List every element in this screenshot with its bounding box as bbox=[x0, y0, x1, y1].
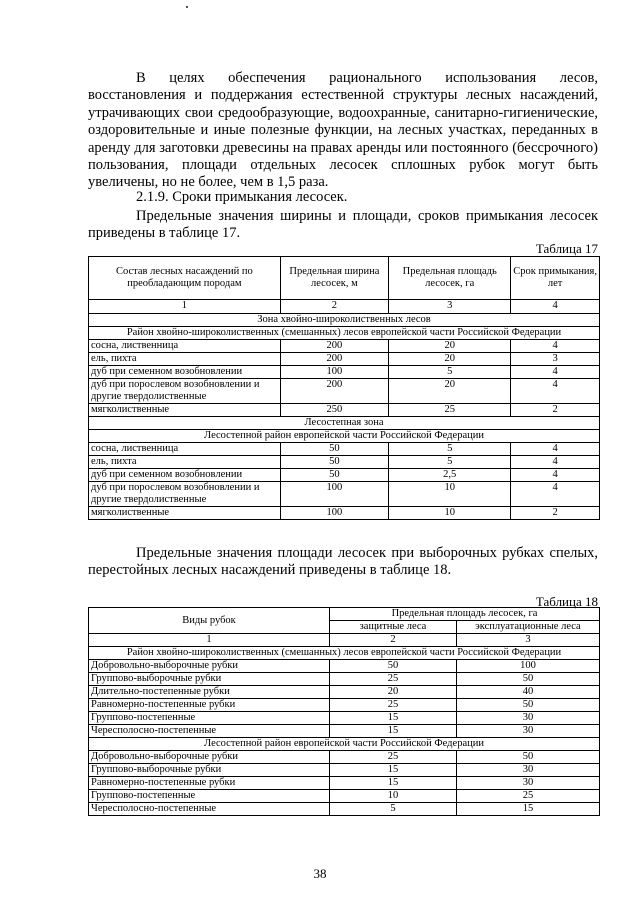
table-row bbox=[89, 469, 600, 482]
term-cell: 4 bbox=[511, 443, 600, 456]
table-row bbox=[89, 699, 600, 712]
table-18 bbox=[88, 607, 600, 816]
table-row bbox=[89, 777, 600, 790]
felling-type-cell: Группово-выборочные рубки bbox=[89, 673, 330, 686]
table17-header-cell: Предельная площадь лесосек, га bbox=[389, 257, 511, 300]
table-row bbox=[89, 764, 600, 777]
term-cell: 2 bbox=[511, 507, 600, 520]
table18-column-numbers bbox=[89, 634, 600, 647]
table-row bbox=[89, 660, 600, 673]
table-row bbox=[89, 686, 600, 699]
scan-speck bbox=[186, 6, 188, 8]
exploitation-value: 100 bbox=[457, 660, 600, 673]
area-cell: 5 bbox=[389, 443, 511, 456]
felling-type-cell: Равномерно-постепенные рубки bbox=[89, 699, 330, 712]
table-row bbox=[89, 790, 600, 803]
area-cell: 10 bbox=[389, 482, 511, 507]
subheader-exploitation: эксплуатационные леса bbox=[457, 621, 600, 634]
width-cell: 50 bbox=[280, 456, 388, 469]
table17-column-numbers bbox=[89, 300, 600, 314]
table17-header-cell: Срок примыкания, лет bbox=[511, 257, 600, 300]
width-cell: 100 bbox=[280, 366, 388, 379]
felling-type-cell: Добровольно-выборочные рубки bbox=[89, 751, 330, 764]
table17-header-cell: Предельная ширина лесосек, м bbox=[280, 257, 388, 300]
protective-value: 15 bbox=[330, 712, 457, 725]
table-row bbox=[89, 353, 600, 366]
width-cell: 200 bbox=[280, 340, 388, 353]
exploitation-value: 30 bbox=[457, 764, 600, 777]
column-number: 4 bbox=[511, 300, 600, 314]
width-cell: 200 bbox=[280, 353, 388, 366]
area-cell: 2,5 bbox=[389, 469, 511, 482]
protective-value: 15 bbox=[330, 777, 457, 790]
table17-header-cell: Состав лесных насаждений по преобладающим породам bbox=[89, 257, 281, 300]
table-row bbox=[89, 366, 600, 379]
zone-heading: Зона хвойно-широколиственных лесов bbox=[89, 314, 600, 327]
term-cell: 4 bbox=[511, 340, 600, 353]
table18-caption: Таблица 18 bbox=[535, 594, 598, 609]
exploitation-value: 50 bbox=[457, 699, 600, 712]
page-number: 38 bbox=[313, 866, 327, 881]
width-cell: 50 bbox=[280, 469, 388, 482]
column-number: 3 bbox=[389, 300, 511, 314]
table18-intro: Предельные значения площади лесосек при выборочных рубках спелых, перестойных лесных насаждений приведены в таблице 18. bbox=[88, 545, 598, 579]
term-cell: 2 bbox=[511, 404, 600, 417]
species-cell: ель, пихта bbox=[89, 456, 281, 469]
table-row bbox=[89, 456, 600, 469]
species-cell: дуб при семенном возобновлении bbox=[89, 366, 281, 379]
column-number: 2 bbox=[280, 300, 388, 314]
area-cell: 10 bbox=[389, 507, 511, 520]
region-heading: Район хвойно-широколиственных (смешанных) лесов европейской части Российской Федерации bbox=[89, 327, 600, 340]
region-heading: Район хвойно-широколиственных (смешанных) лесов европейской части Российской Федерации bbox=[89, 647, 600, 660]
species-cell: мягколиственные bbox=[89, 507, 281, 520]
protective-value: 15 bbox=[330, 725, 457, 738]
table17-intro: Предельные значения ширины и площади, сроков примыкания лесосек приведены в таблице 17. bbox=[88, 208, 598, 242]
area-cell: 25 bbox=[389, 404, 511, 417]
table-row bbox=[89, 751, 600, 764]
exploitation-value: 25 bbox=[457, 790, 600, 803]
species-cell: дуб при порослевом возобновлении и другие твердолиственные bbox=[89, 379, 281, 404]
protective-value: 25 bbox=[330, 751, 457, 764]
table-row bbox=[89, 803, 600, 816]
term-cell: 4 bbox=[511, 469, 600, 482]
term-cell: 4 bbox=[511, 456, 600, 469]
column-number: 2 bbox=[330, 634, 457, 647]
region-heading: Лесостепной район европейской части Российской Федерации bbox=[89, 430, 600, 443]
header-area: Предельная площадь лесосек, га bbox=[330, 608, 600, 621]
felling-type-cell: Длительно-постепенные рубки bbox=[89, 686, 330, 699]
term-cell: 4 bbox=[511, 379, 600, 404]
species-cell: сосна, лиственница bbox=[89, 340, 281, 353]
protective-value: 10 bbox=[330, 790, 457, 803]
area-cell: 5 bbox=[389, 366, 511, 379]
column-number: 1 bbox=[89, 634, 330, 647]
exploitation-value: 50 bbox=[457, 751, 600, 764]
protective-value: 5 bbox=[330, 803, 457, 816]
species-cell: сосна, лиственница bbox=[89, 443, 281, 456]
width-cell: 100 bbox=[280, 482, 388, 507]
table18-header-row bbox=[89, 608, 600, 621]
table-row bbox=[89, 712, 600, 725]
protective-value: 25 bbox=[330, 673, 457, 686]
width-cell: 200 bbox=[280, 379, 388, 404]
exploitation-value: 30 bbox=[457, 712, 600, 725]
felling-type-cell: Группово-выборочные рубки bbox=[89, 764, 330, 777]
felling-type-cell: Группово-постепенные bbox=[89, 790, 330, 803]
area-cell: 20 bbox=[389, 353, 511, 366]
width-cell: 250 bbox=[280, 404, 388, 417]
table-17 bbox=[88, 256, 600, 520]
table-row bbox=[89, 443, 600, 456]
header-kind: Виды рубок bbox=[89, 608, 330, 634]
protective-value: 50 bbox=[330, 660, 457, 673]
intro-paragraph: В целях обеспечения рационального использования лесов, восстановления и поддержания естественной структуры лесных насаждений, утрачивающих свои средообразующие, водоохранные, санитарно-гигиенические, оздоровительные и иные полезные функции, на лесных участках, переданных в аренду для заготовки древесины на правах аренды или постоянного (бессрочного) пользования, площади отдельных лесосек сплошных рубок могут быть увеличены, но не более, чем в 1,5 раза. bbox=[88, 70, 598, 191]
table-row bbox=[89, 725, 600, 738]
table-row bbox=[89, 404, 600, 417]
felling-type-cell: Равномерно-постепенные рубки bbox=[89, 777, 330, 790]
exploitation-value: 50 bbox=[457, 673, 600, 686]
area-cell: 20 bbox=[389, 340, 511, 353]
exploitation-value: 15 bbox=[457, 803, 600, 816]
protective-value: 15 bbox=[330, 764, 457, 777]
exploitation-value: 40 bbox=[457, 686, 600, 699]
table-row bbox=[89, 340, 600, 353]
table17-header-row bbox=[89, 257, 600, 300]
term-cell: 4 bbox=[511, 482, 600, 507]
protective-value: 20 bbox=[330, 686, 457, 699]
width-cell: 50 bbox=[280, 443, 388, 456]
term-cell: 4 bbox=[511, 366, 600, 379]
table-row bbox=[89, 507, 600, 520]
zone-heading: Лесостепная зона bbox=[89, 417, 600, 430]
section-heading: 2.1.9. Сроки примыкания лесосек. bbox=[136, 189, 348, 205]
species-cell: мягколиственные bbox=[89, 404, 281, 417]
table-row bbox=[89, 482, 600, 507]
width-cell: 100 bbox=[280, 507, 388, 520]
felling-type-cell: Чересполосно-постепенные bbox=[89, 725, 330, 738]
species-cell: дуб при семенном возобновлении bbox=[89, 469, 281, 482]
exploitation-value: 30 bbox=[457, 725, 600, 738]
area-cell: 20 bbox=[389, 379, 511, 404]
felling-type-cell: Чересполосно-постепенные bbox=[89, 803, 330, 816]
exploitation-value: 30 bbox=[457, 777, 600, 790]
felling-type-cell: Группово-постепенные bbox=[89, 712, 330, 725]
protective-value: 25 bbox=[330, 699, 457, 712]
table17-caption: Таблица 17 bbox=[535, 241, 598, 256]
species-cell: ель, пихта bbox=[89, 353, 281, 366]
term-cell: 3 bbox=[511, 353, 600, 366]
column-number: 3 bbox=[457, 634, 600, 647]
table-row bbox=[89, 673, 600, 686]
table-row bbox=[89, 379, 600, 404]
felling-type-cell: Добровольно-выборочные рубки bbox=[89, 660, 330, 673]
species-cell: дуб при порослевом возобновлении и другие твердолиственные bbox=[89, 482, 281, 507]
region-heading: Лесостепной район европейской части Российской Федерации bbox=[89, 738, 600, 751]
area-cell: 5 bbox=[389, 456, 511, 469]
column-number: 1 bbox=[89, 300, 281, 314]
subheader-protective: защитные леса bbox=[330, 621, 457, 634]
